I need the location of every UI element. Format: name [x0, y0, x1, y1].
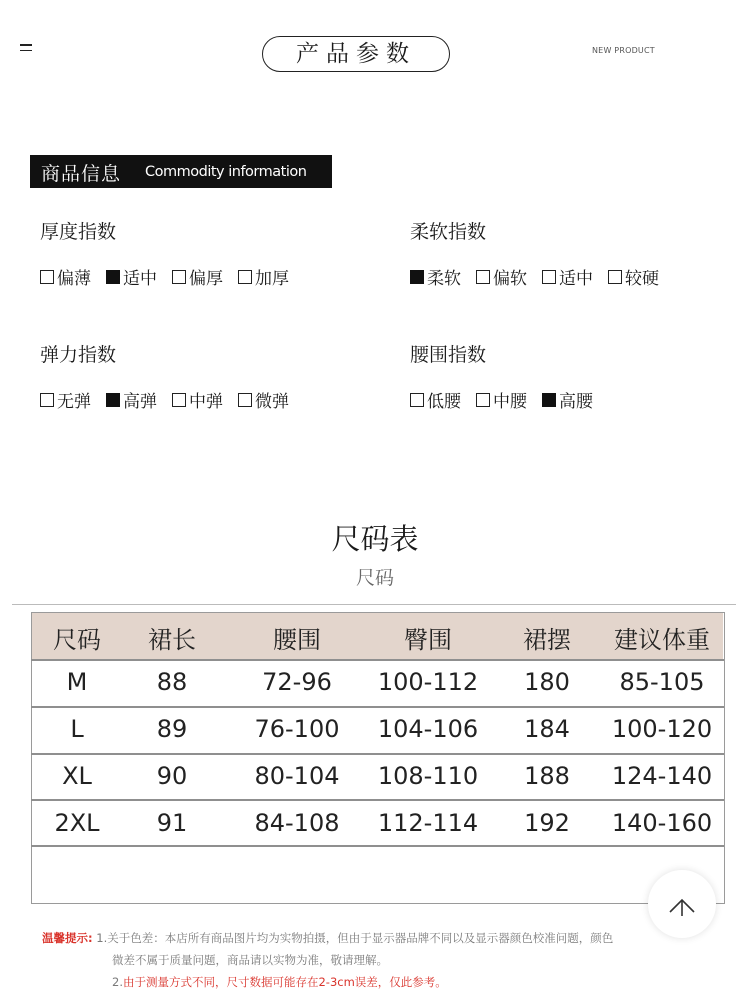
checkbox-icon	[172, 393, 186, 407]
checkbox-icon	[40, 270, 54, 284]
checkbox-icon	[476, 393, 490, 407]
commodity-info-banner	[30, 155, 332, 188]
option-label: 高弹	[123, 392, 157, 412]
table-row-divider	[31, 845, 724, 847]
checkbox-icon	[238, 393, 252, 407]
tips-line-1b: 微差不属于质量问题，商品请以实物为准，敬请理解。	[112, 953, 388, 967]
option-item	[608, 264, 659, 289]
option-label: 加厚	[255, 269, 289, 289]
option-label: 高腰	[559, 392, 593, 412]
table-cell: 76-100	[254, 715, 340, 743]
attribute-title: 柔软指数	[410, 221, 487, 243]
option-row	[410, 264, 674, 289]
option-label: 偏厚	[189, 269, 223, 289]
table-cell: 91	[156, 809, 188, 837]
table-cell: 180	[524, 668, 570, 696]
option-item	[40, 264, 91, 289]
option-item	[40, 387, 91, 412]
checkbox-icon	[608, 270, 622, 284]
size-chart-subtitle: 尺码	[355, 567, 394, 589]
checkbox-filled-icon	[106, 270, 120, 284]
checkbox-filled-icon	[410, 270, 424, 284]
table-cell: 192	[524, 809, 570, 837]
table-cell: 72-96	[262, 668, 332, 696]
size-chart-title: 尺码表	[331, 522, 419, 556]
checkbox-icon	[542, 270, 556, 284]
table-row-divider	[31, 799, 724, 801]
checkbox-filled-icon	[106, 393, 120, 407]
banner-title-en: Commodity information	[145, 164, 307, 180]
option-label: 偏薄	[57, 269, 91, 289]
attribute-title: 腰围指数	[410, 344, 487, 366]
table-cell: 80-104	[254, 762, 340, 790]
checkbox-icon	[410, 393, 424, 407]
option-label: 低腰	[427, 392, 461, 412]
table-cell: 90	[156, 762, 188, 790]
table-cell: 108-110	[377, 762, 479, 790]
table-cell: 124-140	[611, 762, 713, 790]
checkbox-filled-icon	[542, 393, 556, 407]
option-label: 适中	[559, 269, 593, 289]
tips-block	[42, 927, 742, 993]
option-item	[238, 387, 289, 412]
table-cell: 88	[156, 668, 188, 696]
banner-title-cn: 商品信息	[41, 163, 122, 185]
table-cell: 140-160	[611, 809, 713, 837]
page-title: 产品参数	[262, 36, 450, 72]
attribute-elasticity	[40, 340, 304, 412]
tips-text: 1.关于色差：本店所有商品图片均为实物拍摄，但由于显示器品牌不同以及显示器颜色校准问题，颜色	[96, 931, 614, 945]
option-item	[410, 387, 461, 412]
column-header: 裙摆	[523, 626, 571, 654]
option-label: 柔软	[427, 269, 461, 289]
checkbox-icon	[172, 270, 186, 284]
tips-line-2	[42, 971, 742, 993]
option-label: 微弹	[255, 392, 289, 412]
option-item	[172, 264, 223, 289]
hamburger-icon[interactable]	[20, 44, 32, 55]
table-cell: 104-106	[377, 715, 479, 743]
column-header: 尺码	[53, 626, 101, 654]
table-cell: 112-114	[377, 809, 479, 837]
tips-number: 2.	[112, 975, 123, 989]
option-label: 较硬	[625, 269, 659, 289]
checkbox-icon	[40, 393, 54, 407]
option-item	[476, 264, 527, 289]
option-label: 中腰	[493, 392, 527, 412]
table-cell: 184	[524, 715, 570, 743]
option-label: 无弹	[57, 392, 91, 412]
column-header: 腰围	[273, 626, 321, 654]
table-cell: 89	[156, 715, 188, 743]
attribute-softness	[410, 217, 674, 289]
table-cell: 2XL	[54, 809, 100, 837]
column-header: 建议体重	[614, 626, 710, 654]
attribute-title: 弹力指数	[40, 344, 117, 366]
checkbox-icon	[238, 270, 252, 284]
option-label: 中弹	[189, 392, 223, 412]
tips-text-red: 由于测量方式不同，尺寸数据可能存在2-3cm误差，仅此参考。	[122, 975, 447, 989]
option-label: 适中	[123, 269, 157, 289]
column-header: 臀围	[404, 626, 452, 654]
table-row-divider	[31, 706, 724, 708]
option-item	[476, 387, 527, 412]
attribute-title: 厚度指数	[40, 221, 117, 243]
table-cell: 85-105	[619, 668, 705, 696]
table-cell: L	[70, 715, 84, 743]
table-cell: 100-112	[377, 668, 479, 696]
attribute-waist	[410, 340, 608, 412]
section-divider	[12, 604, 736, 605]
option-item	[542, 264, 593, 289]
table-cell: XL	[62, 762, 92, 790]
option-row	[40, 264, 304, 289]
option-label: 偏软	[493, 269, 527, 289]
option-item	[238, 264, 289, 289]
option-row	[410, 387, 608, 412]
new-product-tagline: NEW PRODUCT	[592, 46, 655, 55]
option-item	[106, 264, 157, 289]
option-item	[542, 387, 593, 412]
column-header: 裙长	[148, 626, 196, 654]
table-cell: 84-108	[254, 809, 340, 837]
tips-line-1	[42, 927, 742, 949]
table-cell: 188	[524, 762, 570, 790]
option-item	[172, 387, 223, 412]
table-cell: 100-120	[611, 715, 713, 743]
table-row-divider	[31, 659, 724, 661]
tips-label: 温馨提示:	[42, 931, 93, 945]
attribute-thickness	[40, 217, 304, 289]
table-row-divider	[31, 753, 724, 755]
option-item	[410, 264, 461, 289]
option-item	[106, 387, 157, 412]
checkbox-icon	[476, 270, 490, 284]
option-row	[40, 387, 304, 412]
table-cell: M	[66, 668, 88, 696]
